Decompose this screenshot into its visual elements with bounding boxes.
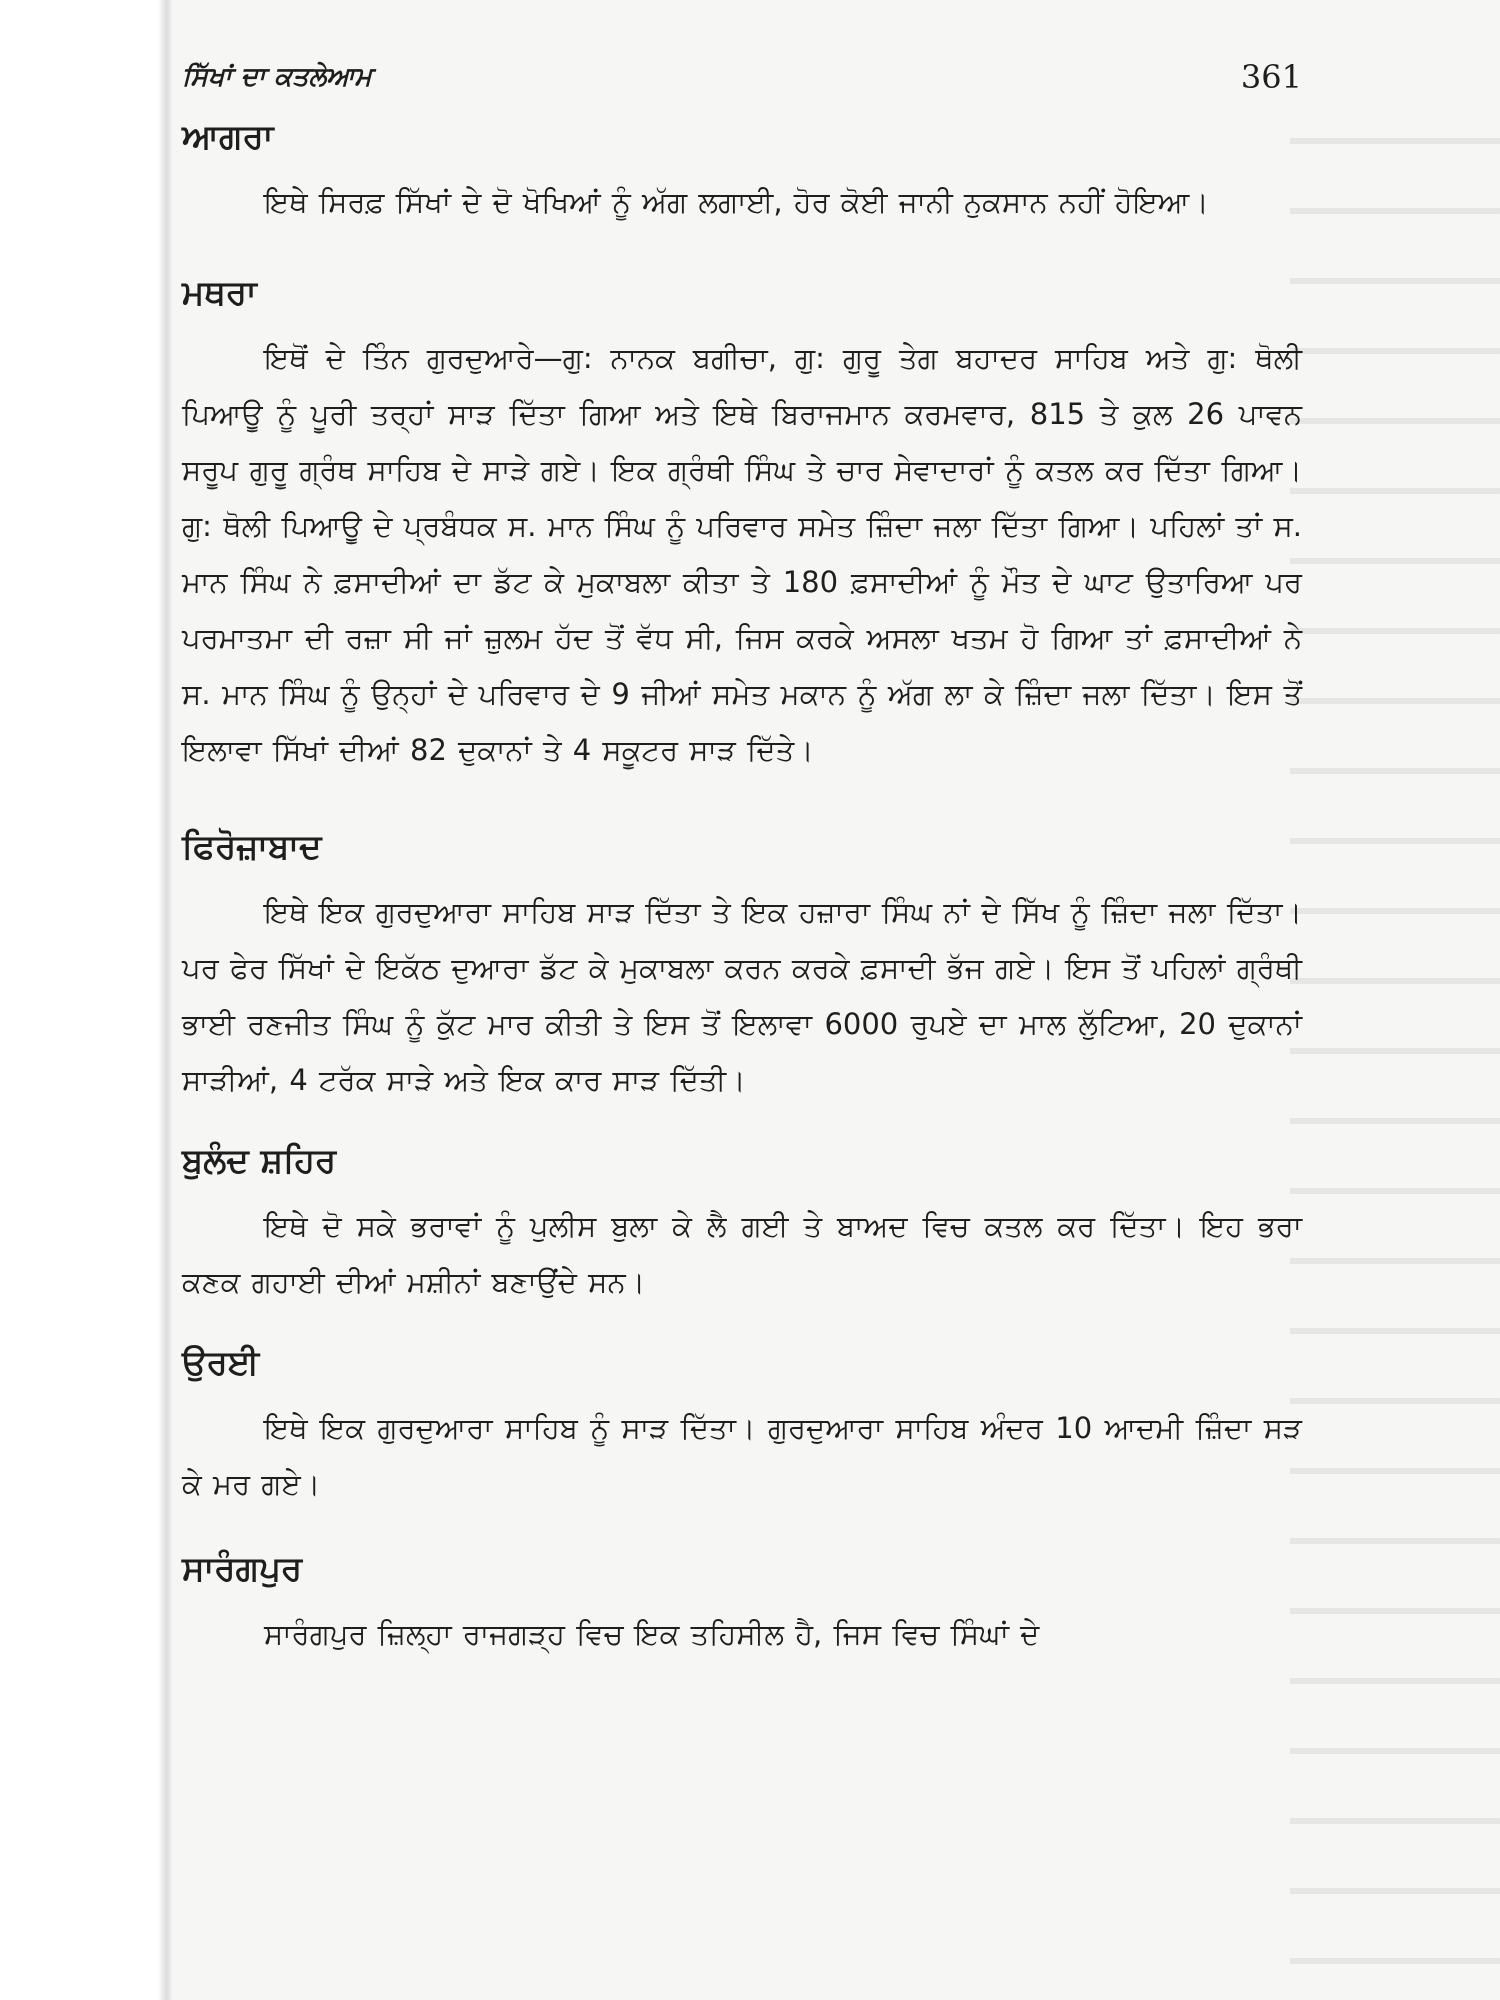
section-heading: ਆਗਰਾ: [182, 117, 274, 157]
section-paragraph: ਇਥੇ ਸਿਰਫ਼ ਸਿੱਖਾਂ ਦੇ ਦੋ ਖੋਖਿਆਂ ਨੂੰ ਅੱਗ ਲਗਾਈ, ਹੋਰ ਕੋਈ ਜਾਨੀ ਨੁਕਸਾਨ ਨਹੀਂ ਹੋਇਆ।: [264, 185, 1209, 219]
section-mathura: [182, 270, 1302, 778]
page-edge-shadow: [158, 0, 172, 2000]
section-heading: ਮਥਰਾ: [182, 273, 257, 313]
section-urai: [182, 1340, 1302, 1512]
section-paragraph: ਇਥੇ ਇਕ ਗੁਰਦੁਆਰਾ ਸਾਹਿਬ ਨੂੰ ਸਾੜ ਦਿੱਤਾ। ਗੁਰਦੁਆਰਾ ਸਾਹਿਬ ਅੰਦਰ 10 ਆਦਮੀ ਜ਼ਿੰਦਾ ਸੜ ਕੇ ਮਰ ਗਏ।: [182, 1411, 1302, 1501]
section-heading: ਸਾਰੰਗਪੁਰ: [182, 1549, 303, 1589]
section-bulandshahr: [182, 1138, 1302, 1310]
page-content: [182, 0, 1302, 1662]
section-paragraph: ਇਥੇ ਇਕ ਗੁਰਦੁਆਰਾ ਸਾਹਿਬ ਸਾੜ ਦਿੱਤਾ ਤੇ ਇਕ ਹਜ਼ਾਰਾ ਸਿੰਘ ਨਾਂ ਦੇ ਸਿੱਖ ਨੂੰ ਜ਼ਿੰਦਾ ਜਲਾ ਦਿੱਤਾ। ਪਰ ਫੇਰ ਸਿੱਖਾਂ ਦੇ ਇਕੱਠ ਦੁਆਰਾ ਡੱਟ ਕੇ ਮੁਕਾਬਲਾ ਕਰਨ ਕਰਕੇ ਫ਼ਸਾਦੀ ਭੱਜ ਗਏ। ਇਸ ਤੋਂ ਪਹਿਲਾਂ ਗ੍ਰੰਥੀ ਭਾਈ ਰਣਜੀਤ ਸਿੰਘ ਨੂੰ ਕੁੱਟ ਮਾਰ ਕੀਤੀ ਤੇ ਇਸ ਤੋਂ ਇਲਾਵਾ 6000 ਰੁਪਏ ਦਾ ਮਾਲ ਲੁੱਟਿਆ, 20 ਦੁਕਾਨਾਂ ਸਾੜੀਆਂ, 4 ਟਰੱਕ ਸਾੜੇ ਅਤੇ ਇਕ ਕਾਰ ਸਾੜ ਦਿੱਤੀ।: [182, 895, 1302, 1097]
section-firozabad: [182, 824, 1302, 1108]
section-sarangpur: [182, 1546, 1302, 1662]
running-title: ਸਿੱਖਾਂ ਦਾ ਕਤਲੇਆਮ: [182, 62, 372, 92]
section-paragraph: ਇਥੇ ਦੋ ਸਕੇ ਭਰਾਵਾਂ ਨੂੰ ਪੁਲੀਸ ਬੁਲਾ ਕੇ ਲੈ ਗਈ ਤੇ ਬਾਅਦ ਵਿਚ ਕਤਲ ਕਰ ਦਿੱਤਾ। ਇਹ ਭਰਾ ਕਣਕ ਗਹਾਈ ਦੀਆਂ ਮਸ਼ੀਨਾਂ ਬਣਾਉਂਦੇ ਸਨ।: [182, 1209, 1302, 1299]
page-number: 361: [1240, 58, 1302, 96]
section-heading: ਫਿਰੋਜ਼ਾਬਾਦ: [182, 827, 322, 867]
show-through-from-facing-page: [1290, 100, 1500, 2000]
section-paragraph: ਇਥੋਂ ਦੇ ਤਿੰਨ ਗੁਰਦੁਆਰੇ—ਗੁ: ਨਾਨਕ ਬਗੀਚਾ, ਗੁ: ਗੁਰੂ ਤੇਗ ਬਹਾਦਰ ਸਾਹਿਬ ਅਤੇ ਗੁ: ਥੋਲੀ ਪਿਆਊ ਨੂੰ ਪੂਰੀ ਤਰ੍ਹਾਂ ਸਾੜ ਦਿੱਤਾ ਗਿਆ ਅਤੇ ਇਥੇ ਬਿਰਾਜਮਾਨ ਕਰਮਵਾਰ, 815 ਤੇ ਕੁਲ 26 ਪਾਵਨ ਸਰੂਪ ਗੁਰੂ ਗ੍ਰੰਥ ਸਾਹਿਬ ਦੇ ਸਾੜੇ ਗਏ। ਇਕ ਗ੍ਰੰਥੀ ਸਿੰਘ ਤੇ ਚਾਰ ਸੇਵਾਦਾਰਾਂ ਨੂੰ ਕਤਲ ਕਰ ਦਿੱਤਾ ਗਿਆ। ਗੁ: ਥੋਲੀ ਪਿਆਊ ਦੇ ਪ੍ਰਬੰਧਕ ਸ. ਮਾਨ ਸਿੰਘ ਨੂੰ ਪਰਿਵਾਰ ਸਮੇਤ ਜ਼ਿੰਦਾ ਜਲਾ ਦਿੱਤਾ ਗਿਆ। ਪਹਿਲਾਂ ਤਾਂ ਸ. ਮਾਨ ਸਿੰਘ ਨੇ ਫ਼ਸਾਦੀਆਂ ਦਾ ਡੱਟ ਕੇ ਮੁਕਾਬਲਾ ਕੀਤਾ ਤੇ 180 ਫ਼ਸਾਦੀਆਂ ਨੂੰ ਮੌਤ ਦੇ ਘਾਟ ਉਤਾਰਿਆ ਪਰ ਪਰਮਾਤਮਾ ਦੀ ਰਜ਼ਾ ਸੀ ਜਾਂ ਜ਼ੁਲਮ ਹੱਦ ਤੋਂ ਵੱਧ ਸੀ, ਜਿਸ ਕਰਕੇ ਅਸਲਾ ਖਤਮ ਹੋ ਗਿਆ ਤਾਂ ਫ਼ਸਾਦੀਆਂ ਨੇ ਸ. ਮਾਨ ਸਿੰਘ ਨੂੰ ਉਨ੍ਹਾਂ ਦੇ ਪਰਿਵਾਰ ਦੇ 9 ਜੀਆਂ ਸਮੇਤ ਮਕਾਨ ਨੂੰ ਅੱਗ ਲਾ ਕੇ ਜ਼ਿੰਦਾ ਜਲਾ ਦਿੱਤਾ। ਇਸ ਤੋਂ ਇਲਾਵਾ ਸਿੱਖਾਂ ਦੀਆਂ 82 ਦੁਕਾਨਾਂ ਤੇ 4 ਸਕੂਟਰ ਸਾੜ ਦਿੱਤੇ।: [182, 341, 1302, 767]
section-paragraph: ਸਾਰੰਗਪੁਰ ਜ਼ਿਲ੍ਹਾ ਰਾਜਗੜ੍ਹ ਵਿਚ ਇਕ ਤਹਿਸੀਲ ਹੈ, ਜਿਸ ਵਿਚ ਸਿੰਘਾਂ ਦੇ: [264, 1617, 1040, 1651]
section-heading: ਉਰਈ: [182, 1343, 260, 1383]
book-page: [172, 0, 1500, 2000]
running-head: [182, 0, 1302, 110]
section-agra: [182, 114, 1302, 230]
left-margin: [0, 0, 170, 2000]
section-heading: ਬੁਲੰਦ ਸ਼ਹਿਰ: [182, 1141, 337, 1181]
